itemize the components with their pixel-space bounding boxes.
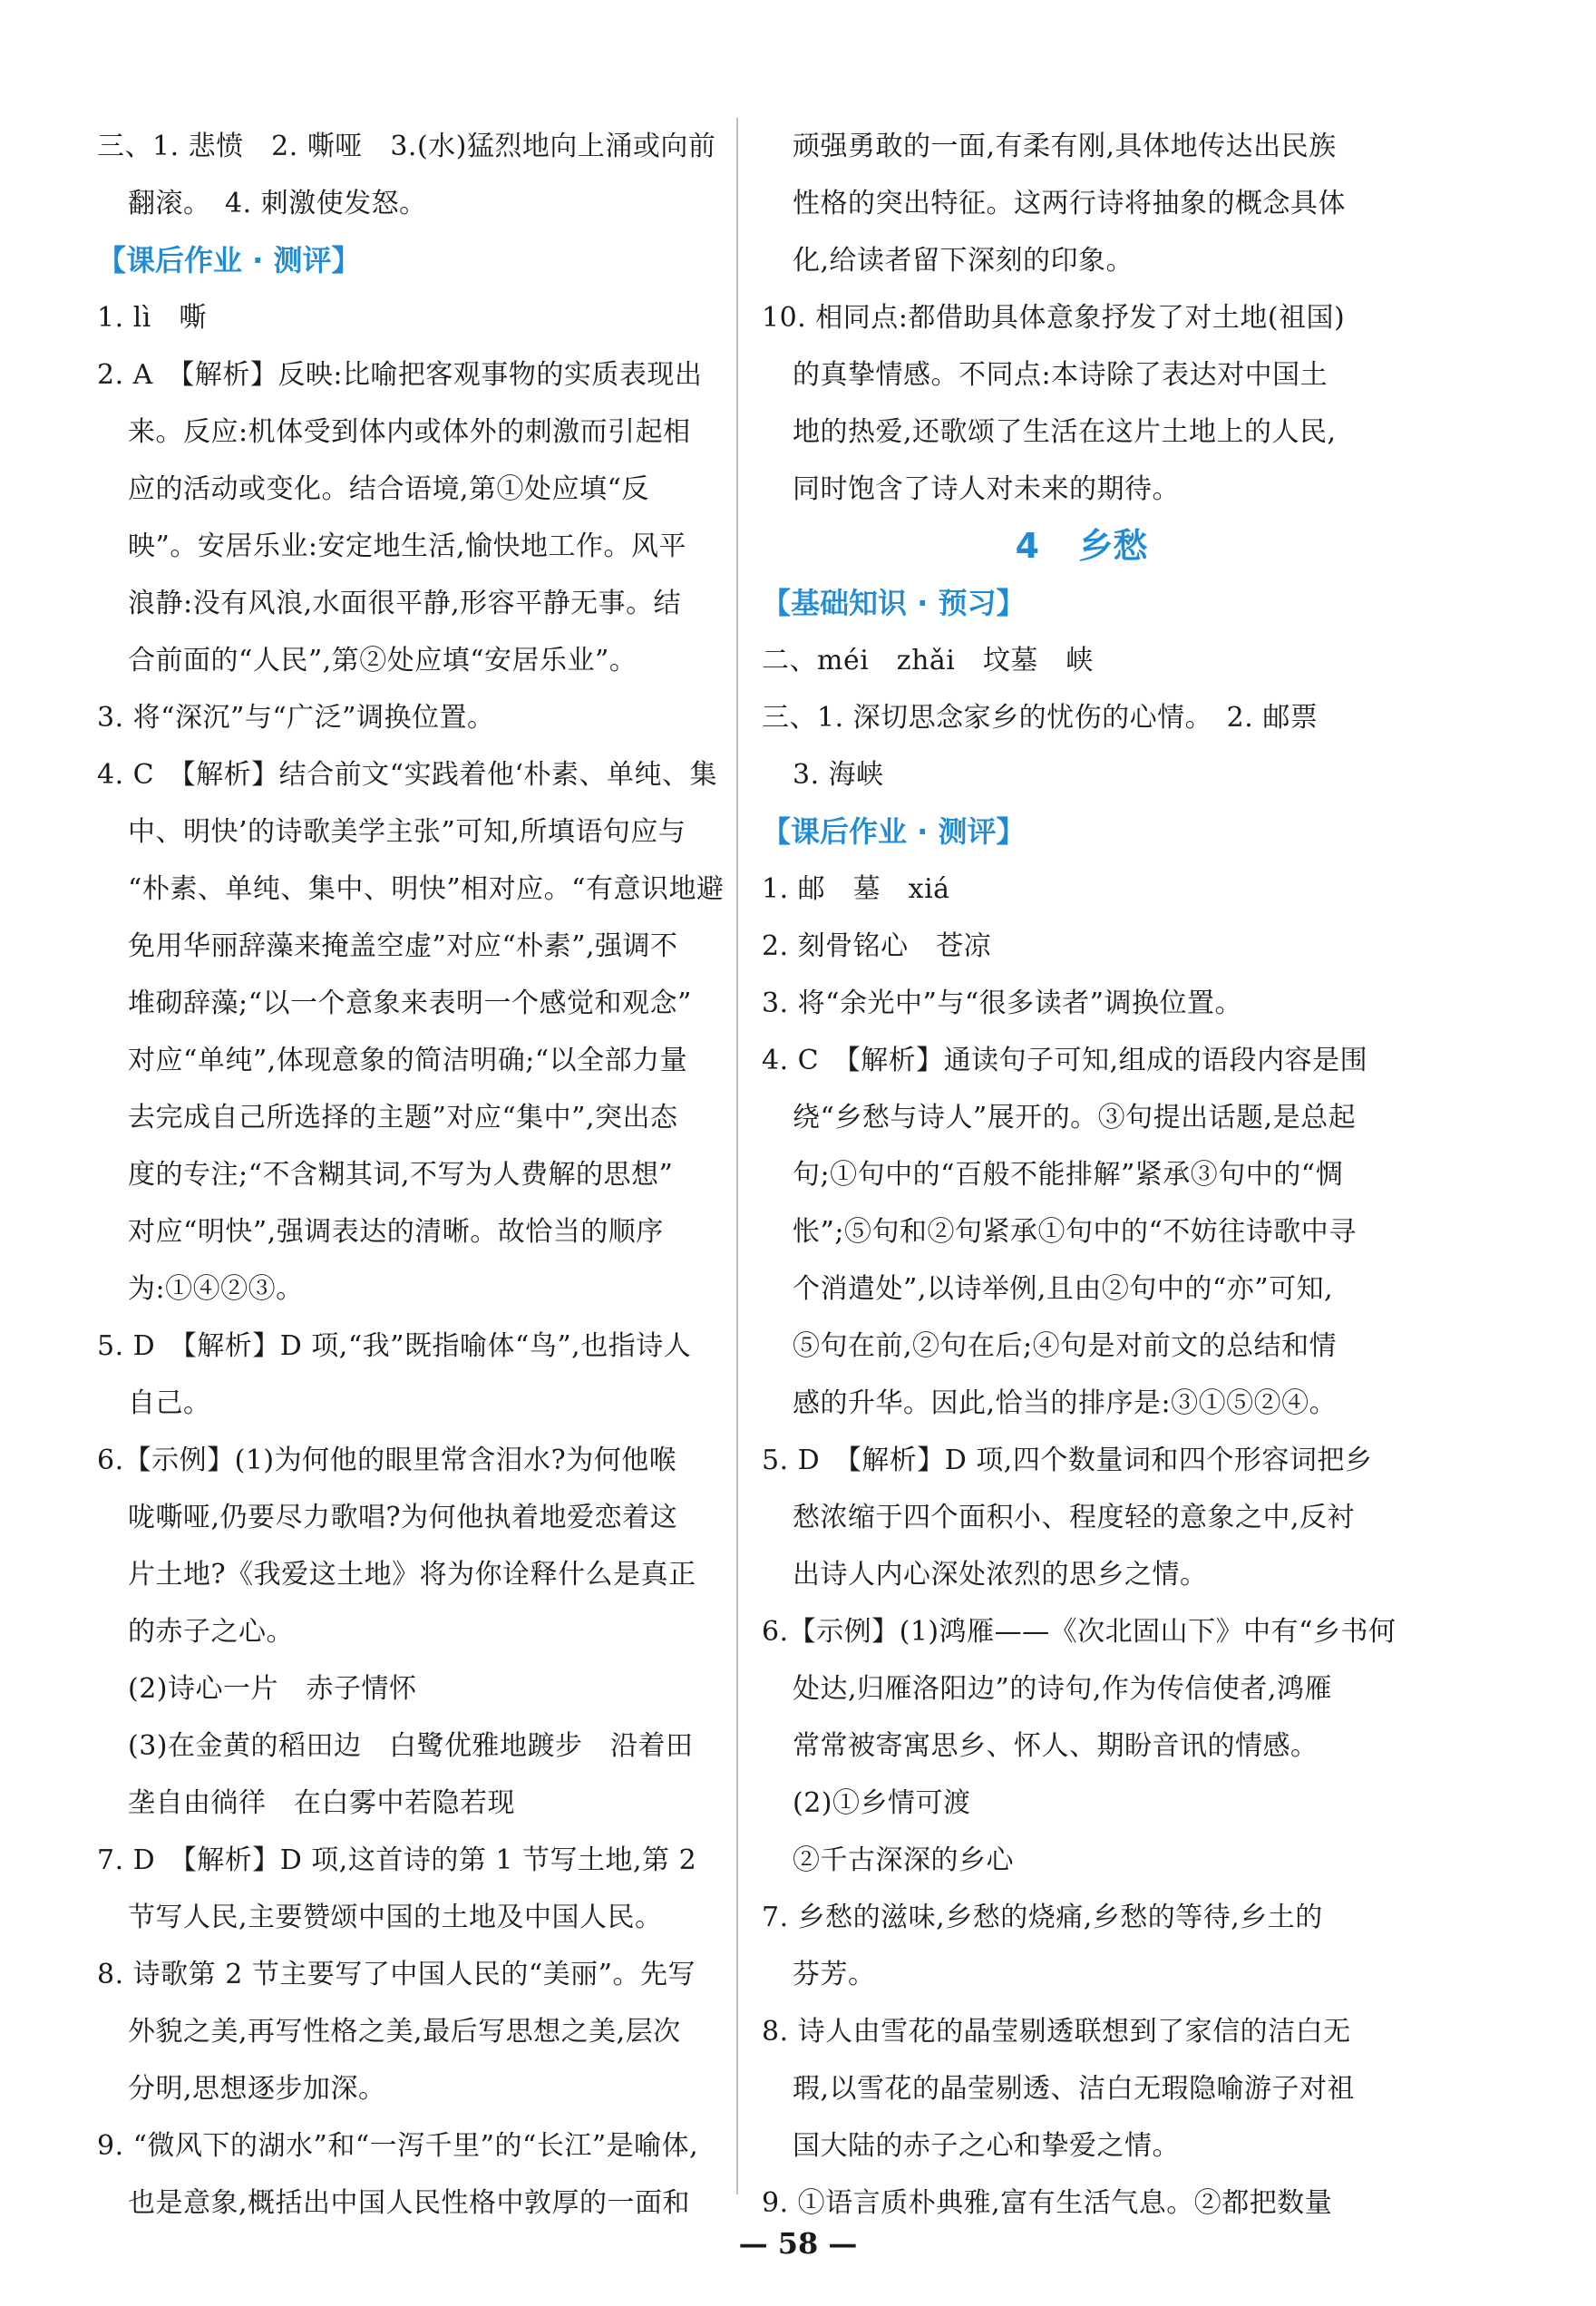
text-line: 免用华丽辞藻来掩盖空虚”对应“朴素”,强调不 xyxy=(128,930,678,962)
text-line: 垄自由徜徉 在白雾中若隐若现 xyxy=(128,1787,515,1819)
text-line: 三、1. 悲愤 2. 嘶哑 3.(水)猛烈地向上涌或向前 xyxy=(97,131,716,162)
text-line: 去完成自己所选择的主题”对应“集中”,突出态 xyxy=(128,1102,678,1134)
text-line: 翻滚。 4. 刺激使发怒。 xyxy=(128,188,427,219)
text-line: 也是意象,概括出中国人民性格中敦厚的一面和 xyxy=(128,2187,691,2219)
text-line: 3. 海峡 xyxy=(793,759,884,791)
text-line: 性格的突出特征。这两行诗将抽象的概念具体 xyxy=(793,188,1346,219)
text-line: 浪静:没有风浪,水面很平静,形容平静无事。结 xyxy=(128,588,682,619)
section-heading: 【基础知识 · 预习】 xyxy=(762,586,1026,620)
page-number: — 58 — xyxy=(738,2226,858,2261)
text-line: 二、méi zhǎi 坟墓 峡 xyxy=(762,645,1094,676)
text-line: 地的热爱,还歌颂了生活在这片土地上的人民, xyxy=(793,416,1337,448)
chapter-title: 4 乡愁 xyxy=(1015,526,1148,566)
text-line: 顽强勇敢的一面,有柔有刚,具体地传达出民族 xyxy=(793,131,1337,162)
text-line: 中、明快’的诗歌美学主张”可知,所填语句应与 xyxy=(128,816,686,848)
text-line: 对应“明快”,强调表达的清晰。故恰当的顺序 xyxy=(128,1216,664,1248)
text-line: 应的活动或变化。结合语境,第①处应填“反 xyxy=(128,473,649,505)
text-line: (2)①乡情可渡 xyxy=(793,1787,971,1819)
text-line: 5. D 【解析】D 项,四个数量词和四个形容词把乡 xyxy=(762,1445,1373,1476)
text-line: 的赤子之心。 xyxy=(128,1616,294,1648)
text-line: 的真挚情感。不同点:本诗除了表达对中国土 xyxy=(793,359,1328,391)
text-line: 个消遣处”,以诗举例,且由②句中的“亦”可知, xyxy=(793,1273,1334,1305)
text-line: 合前面的“人民”,第②处应填“安居乐业”。 xyxy=(128,645,637,676)
text-line: 10. 相同点:都借助具体意象抒发了对土地(祖国) xyxy=(762,302,1346,334)
text-line: 怅”;⑤句和②句紧承①句中的“不妨往诗歌中寻 xyxy=(793,1216,1357,1248)
text-line: 化,给读者留下深刻的印象。 xyxy=(793,245,1134,277)
text-line: 2. 刻骨铭心 苍凉 xyxy=(762,930,992,962)
text-line: 1. lì 嘶 xyxy=(97,302,207,334)
text-line: 9. ①语言质朴典雅,富有生活气息。②都把数量 xyxy=(762,2187,1333,2219)
text-line: 4. C 【解析】通读句子可知,组成的语段内容是围 xyxy=(762,1045,1368,1076)
text-line: (3)在金黄的稻田边 白鹭优雅地踱步 沿着田 xyxy=(128,1730,694,1762)
right-column xyxy=(762,118,1401,2232)
text-line: 3. 将“深沉”与“广泛”调换位置。 xyxy=(97,702,495,734)
text-line: (2)诗心一片 赤子情怀 xyxy=(128,1673,417,1705)
text-line: 2. A 【解析】反映:比喻把客观事物的实质表现出 xyxy=(97,359,703,391)
section-heading: 【课后作业 · 测评】 xyxy=(762,814,1026,849)
text-line: 映”。安居乐业:安定地生活,愉快地工作。风平 xyxy=(128,530,686,562)
column-divider xyxy=(736,118,738,2194)
text-line: 三、1. 深切思念家乡的忧伤的心情。 2. 邮票 xyxy=(762,702,1319,734)
text-line: 瑕,以雪花的晶莹剔透、洁白无瑕隐喻游子对祖 xyxy=(793,2073,1356,2105)
text-line: 常常被寄寓思乡、怀人、期盼音讯的情感。 xyxy=(793,1730,1319,1762)
text-line: 度的专注;“不含糊其词,不写为人费解的思想” xyxy=(128,1159,674,1191)
text-line: 片土地?《我爱这土地》将为你诠释什么是真正 xyxy=(128,1559,696,1591)
text-line: 4. C 【解析】结合前文“实践着他‘朴素、单纯、集 xyxy=(97,759,717,791)
text-line: 感的升华。因此,恰当的排序是:③①⑤②④。 xyxy=(793,1387,1338,1419)
left-column xyxy=(97,118,732,2232)
text-line: 1. 邮 墓 xiá xyxy=(762,873,950,905)
text-line: ⑤句在前,②句在后;④句是对前文的总结和情 xyxy=(793,1330,1338,1362)
text-line: 绕“乡愁与诗人”展开的。③句提出话题,是总起 xyxy=(793,1102,1357,1134)
section-heading: 【课后作业 · 测评】 xyxy=(97,243,361,277)
text-line: 处达,归雁洛阳边”的诗句,作为传信使者,鸿雁 xyxy=(793,1673,1332,1705)
text-line: 节写人民,主要赞颂中国的土地及中国人民。 xyxy=(128,1902,663,1933)
text-line: 自己。 xyxy=(128,1387,211,1419)
text-line: 出诗人内心深处浓烈的思乡之情。 xyxy=(793,1559,1208,1591)
text-line: 5. D 【解析】D 项,“我”既指喻体“鸟”,也指诗人 xyxy=(97,1330,692,1362)
text-line: 芬芳。 xyxy=(793,1959,876,1990)
text-line: 国大陆的赤子之心和挚爱之情。 xyxy=(793,2130,1180,2162)
text-line: 咙嘶哑,仍要尽力歌唱?为何他执着地爱恋着这 xyxy=(128,1502,678,1533)
text-line: 来。反应:机体受到体内或体外的刺激而引起相 xyxy=(128,416,691,448)
text-line: 3. 将“余光中”与“很多读者”调换位置。 xyxy=(762,988,1243,1019)
text-line: 8. 诗歌第 2 节主要写了中国人民的“美丽”。先写 xyxy=(97,1959,696,1990)
text-line: 愁浓缩于四个面积小、程度轻的意象之中,反衬 xyxy=(793,1502,1356,1533)
text-line: 堆砌辞藻;“以一个意象来表明一个感觉和观念” xyxy=(128,988,692,1019)
text-line: 7. 乡愁的滋味,乡愁的烧痛,乡愁的等待,乡土的 xyxy=(762,1902,1323,1933)
text-line: 6.【示例】(1)为何他的眼里常含泪水?为何他喉 xyxy=(97,1445,677,1476)
text-line: 外貌之美,再写性格之美,最后写思想之美,层次 xyxy=(128,2016,681,2048)
text-line: 分明,思想逐步加深。 xyxy=(128,2073,386,2105)
text-line: 为:①④②③。 xyxy=(128,1273,304,1305)
text-line: 8. 诗人由雪花的晶莹剔透联想到了家信的洁白无 xyxy=(762,2016,1351,2048)
text-line: 7. D 【解析】D 项,这首诗的第 1 节写土地,第 2 xyxy=(97,1844,697,1876)
text-line: ②千古深深的乡心 xyxy=(793,1844,1014,1876)
text-line: 6.【示例】(1)鸿雁——《次北固山下》中有“乡书何 xyxy=(762,1616,1396,1648)
text-line: 句;①句中的“百般不能排解”紧承③句中的“惆 xyxy=(793,1159,1344,1191)
text-line: 对应“单纯”,体现意象的简洁明确;“以全部力量 xyxy=(128,1045,688,1076)
text-line: “朴素、单纯、集中、明快”相对应。“有意识地避 xyxy=(128,873,725,905)
text-line: 9. “微风下的湖水”和“一泻千里”的“长江”是喻体, xyxy=(97,2130,699,2162)
text-line: 同时饱含了诗人对未来的期待。 xyxy=(793,473,1180,505)
